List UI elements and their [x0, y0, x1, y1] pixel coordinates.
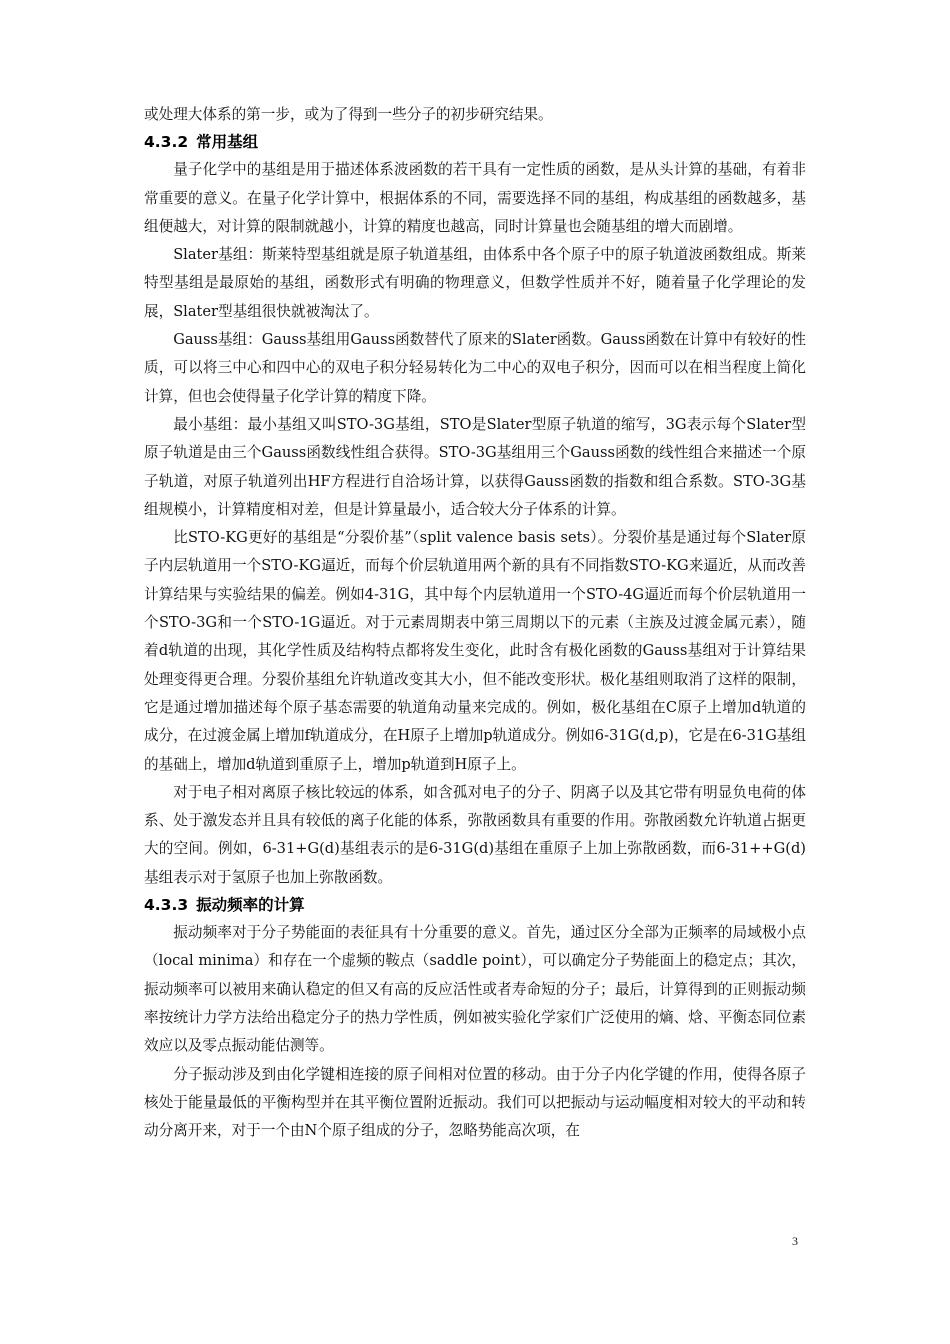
paragraph-slater-basis: Slater基组：斯莱特型基组就是原子轨道基组，由体系中各个原子中的原子轨道波函数组成。斯莱特型基组是最原始的基组，函数形式有明确的物理意义，但数学性质并不好，随着量子化学理论的发展，Slater型基组很快就被淘汰了。 [144, 246, 806, 320]
section-number: 4.3.3 [144, 896, 189, 915]
page-body [144, 101, 806, 1145]
paragraph-minimal-basis: 最小基组：最小基组又叫STO-3G基组，STO是Slater型原子轨道的缩写，3G表示每个Slater型原子轨道是由三个Gauss函数线性组合获得。STO-3G基组用三个Gauss函数的线性组合来描述一个原子轨道，对原子轨道列出HF方程进行自洽场计算，以获得Gauss函数的指数和组合系数。STO-3G基组规模小，计算精度相对差，但是计算量最小，适合较大分子体系的计算。 [144, 415, 806, 518]
section-title: 常用基组 [196, 133, 259, 152]
section-number: 4.3.2 [144, 133, 189, 152]
paragraph-vibration-frequency: 振动频率对于分子势能面的表征具有十分重要的意义。首先，通过区分全部为正频率的局域极小点（local minima）和存在一个虚频的鞍点（saddle point），可以确定分子势能面上的稳定点；其次，振动频率可以被用来确认稳定的但又有高的反应活性或者寿命短的分子；最后，计算得到的正则振动频率按统计力学方法给出稳定分子的热力学性质，例如被实验化学家们广泛使用的熵、焓、平衡态同位素效应以及零点振动能估测等。 [144, 924, 806, 1055]
section-heading-4-3-3 [144, 892, 806, 919]
page-number: 3 [792, 1234, 798, 1248]
section-title: 振动频率的计算 [196, 896, 305, 915]
section-heading-4-3-2 [144, 129, 806, 156]
paragraph-molecular-vibration: 分子振动涉及到由化学键相连接的原子间相对位置的移动。由于分子内化学键的作用，使得各原子核处于能量最低的平衡构型并在其平衡位置附近振动。我们可以把振动与运动幅度相对较大的平动和转动分离开来，对于一个由N个原子组成的分子，忽略势能高次项，在 [144, 1065, 806, 1140]
paragraph-gauss-basis: Gauss基组：Gauss基组用Gauss函数替代了原来的Slater函数。Gauss函数在计算中有较好的性质，可以将三中心和四中心的双电子积分轻易转化为二中心的双电子积分，因而可以在相当程度上简化计算，但也会使得量子化学计算的精度下降。 [144, 331, 806, 405]
paragraph-continuation: 或处理大体系的第一步，或为了得到一些分子的初步研究结果。 [144, 106, 553, 123]
paragraph-basis-intro: 量子化学中的基组是用于描述体系波函数的若干具有一定性质的函数，是从头计算的基础，有着非常重要的意义。在量子化学计算中，根据体系的不同，需要选择不同的基组，构成基组的函数越多，基组便越大，对计算的限制就越小，计算的精度也越高，同时计算量也会随基组的增大而剧增。 [144, 161, 806, 235]
paragraph-split-valence: 比STO-KG更好的基组是“分裂价基”（split valence basis sets）。分裂价基是通过每个Slater原子内层轨道用一个STO-KG逼近，而每个价层轨道用两个新的具有不同指数STO-KG来逼近，从而改善计算结果与实验结果的偏差。例如4-31G，其中每个内层轨道用一个STO-4G逼近而每个价层轨道用一个STO-3G和一个STO-1G逼近。对于元素周期表中第三周期以下的元素（主族及过渡金属元素），随着d轨道的出现，其化学性质及结构特点都将发生变化，此时含有极化函数的Gauss基组对于计算结果处理变得更合理。分裂价基组允许轨道改变其大小，但不能改变形状。极化基组则取消了这样的限制，它是通过增加描述每个原子基态需要的轨道角动量来完成的。例如，极化基组在C原子上增加d轨道的成分，在过渡金属上增加f轨道成分，在H原子上增加p轨道成分。例如6-31G(d,p)，它是在6-31G基组的基础上，增加d轨道到重原子上，增加p轨道到H原子上。 [144, 529, 806, 773]
paragraph-diffuse-functions: 对于电子相对离原子核比较远的体系，如含孤对电子的分子、阴离子以及其它带有明显负电荷的体系、处于激发态并且具有较低的离子化能的体系，弥散函数具有重要的作用。弥散函数允许轨道占据更大的空间。例如，6-31+G(d)基组表示的是6-31G(d)基组在重原子上加上弥散函数，而6-31++G(d)基组表示对于氢原子也加上弥散函数。 [144, 783, 806, 886]
